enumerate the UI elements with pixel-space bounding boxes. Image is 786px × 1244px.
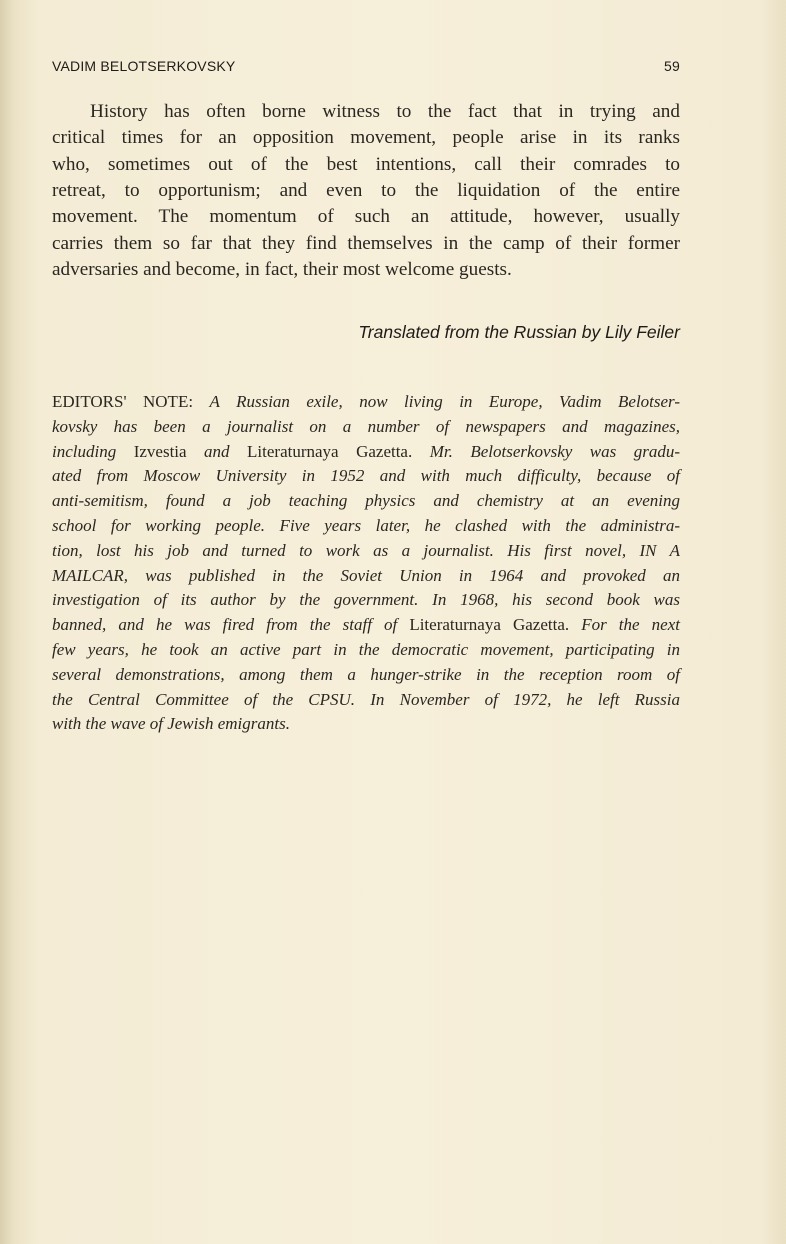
italic-text: A Russian exile, now living in Europe, Vadim Belotser- <box>209 392 680 411</box>
italic-text: anti-semitism, found a job teaching physics and chemistry at an evening <box>52 491 680 511</box>
note-line <box>52 637 680 662</box>
note-line <box>52 711 680 736</box>
body-line: adversaries and become, in fact, their most welcome guests. <box>52 258 512 280</box>
italic-text: few years, he took an active part in the democratic movement, participating in <box>52 640 680 659</box>
body-line: retreat, to opportunism; and even to the liquidation of the entire <box>52 179 680 201</box>
body-line: who, sometimes out of the best intentions, call their comrades to <box>52 153 680 175</box>
note-line <box>52 687 680 712</box>
note-line <box>52 538 680 563</box>
italic-text: tion, lost his job and turned to work as a journalist. His first novel, IN A <box>52 540 680 560</box>
note-line <box>52 513 680 538</box>
roman-text: Literaturnaya Gazetta. <box>409 615 582 635</box>
note-line <box>52 488 680 513</box>
note-line <box>52 463 680 488</box>
roman-text: EDITORS' NOTE: <box>52 392 210 411</box>
italic-text: with the wave of Jewish emigrants. <box>52 714 290 734</box>
page-number: 59 <box>664 58 680 74</box>
italic-text: For the next <box>581 615 680 635</box>
italic-text: ated from Moscow University in 1952 and with much difficulty, because of <box>52 466 680 486</box>
running-head: VADIM BELOTSERKOVSKY <box>52 58 236 74</box>
note-line <box>52 662 680 687</box>
roman-text: Literaturnaya Gazetta. <box>247 441 430 461</box>
note-line <box>52 612 680 637</box>
body-line: History has often borne witness to the fact that in trying and <box>90 101 680 122</box>
italic-text: MAILCAR, was published in the Soviet Union in 1964 and provoked an <box>52 565 680 585</box>
italic-text: including <box>52 441 134 461</box>
roman-text: Izvestia <box>133 441 205 461</box>
body-line: critical times for an opposition movement, people arise in its ranks <box>52 127 680 149</box>
italic-text: banned, and he was fired from the staff of <box>52 615 410 635</box>
note-line <box>52 563 680 588</box>
italic-text: the Central Committee of the CPSU. In November of 1972, he left Russia <box>52 689 680 709</box>
note-line <box>52 587 680 612</box>
italic-text: Mr. Belotserkovsky was gradu- <box>429 441 680 461</box>
note-line <box>52 414 680 439</box>
note-line <box>52 439 680 464</box>
body-line: carries them so far that they find themselves in the camp of their former <box>52 232 680 254</box>
body-line: movement. The momentum of such an attitude, however, usually <box>52 206 680 228</box>
italic-text: school for working people. Five years later, he clashed with the administra- <box>52 516 680 535</box>
italic-text: and <box>204 441 248 461</box>
italic-text: kovsky has been a journalist on a number of newspapers and magazines, <box>52 416 680 436</box>
italic-text: investigation of its author by the government. In 1968, his second book was <box>52 590 680 610</box>
italic-text: several demonstrations, among them a hunger-strike in the reception room of <box>52 664 680 684</box>
note-line <box>52 389 680 414</box>
translator-credit: Translated from the Russian by Lily Feiler <box>358 322 680 342</box>
